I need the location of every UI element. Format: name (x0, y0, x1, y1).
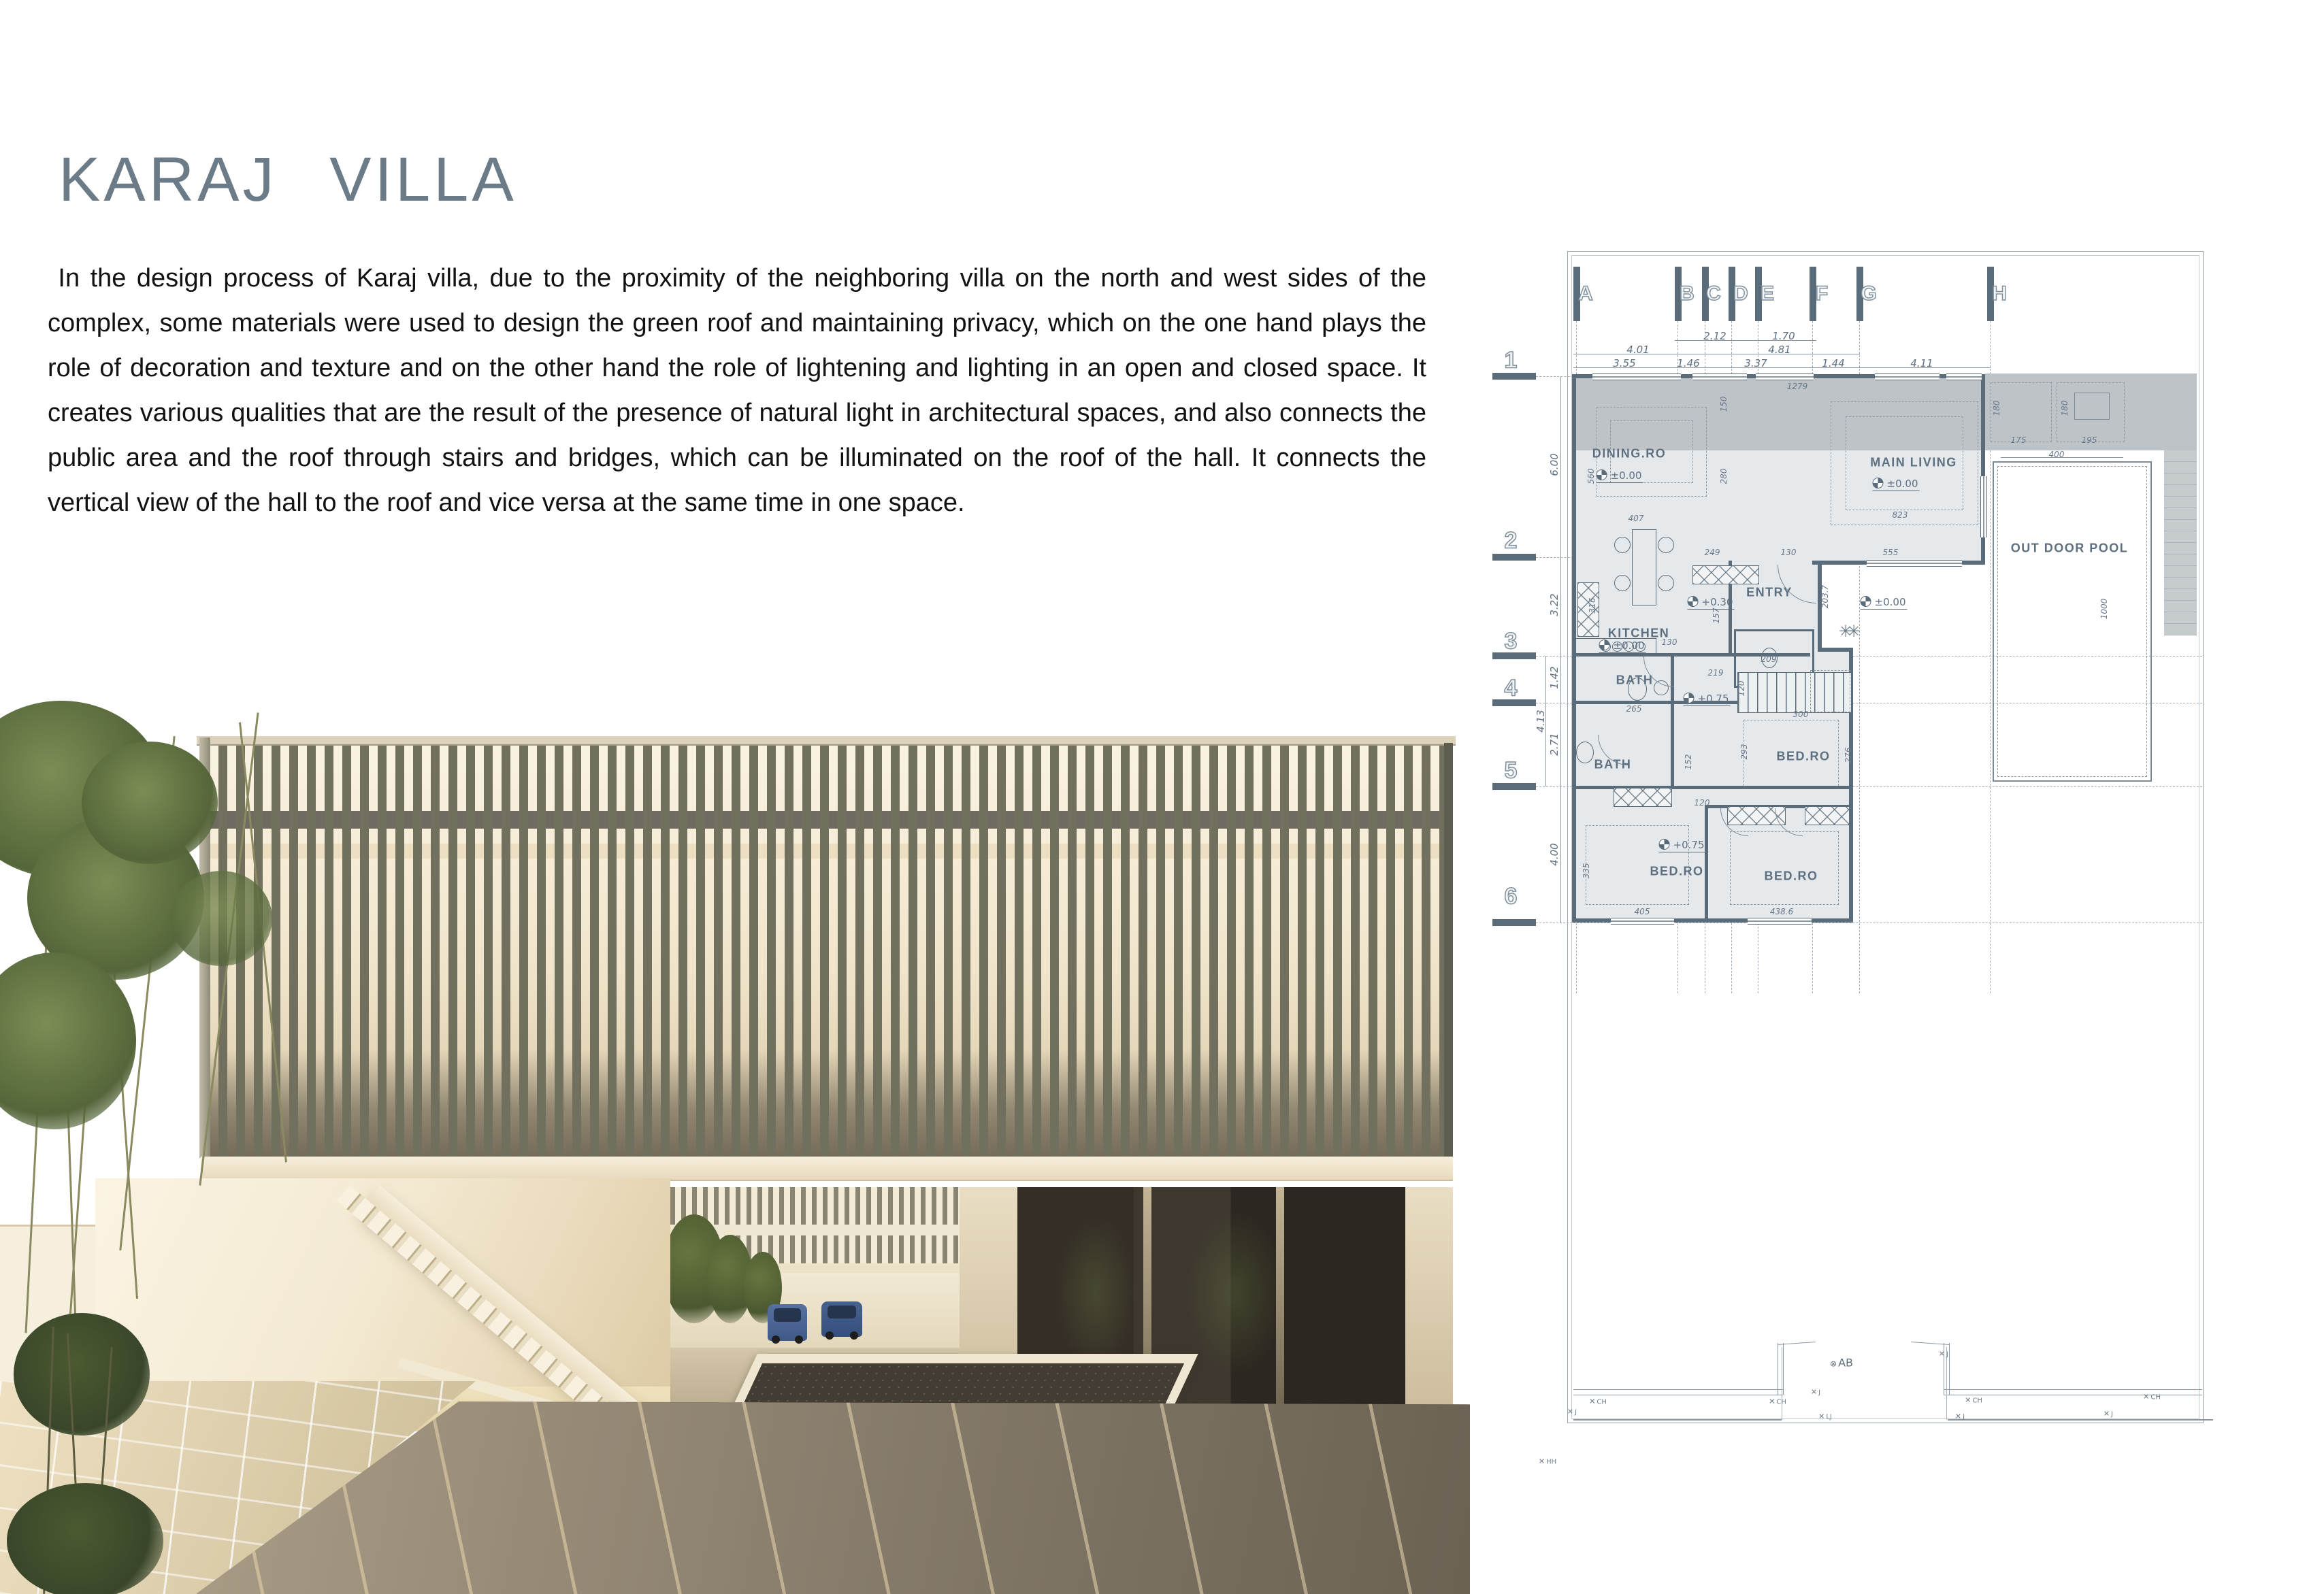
survey-mark: ✕ CH (1769, 1397, 1786, 1406)
dimension-label: 249 (1704, 548, 1720, 557)
page-title: KARAJ VILLA (59, 144, 517, 214)
elevation-marker: ±0.00 (1597, 469, 1643, 483)
dimension-label: 276 (1844, 747, 1853, 763)
room-label: BED.RO (1776, 749, 1831, 763)
dimension-label: 405 (1634, 907, 1650, 916)
dimension-label: 1000 (2099, 598, 2109, 620)
dimension-label: 209 (1761, 654, 1777, 664)
room-label: BATH (1594, 757, 1632, 771)
dimension-label: 1279 (1786, 382, 1808, 391)
dimension-label: 4.81 (1768, 344, 1791, 356)
intro-paragraph: In the design process of Karaj villa, due to the proximity of the neighboring villa on the north and west sides of the complex, some materials were used to design the green roof and maintaining privacy, which on the one hand plays the role of decoration and texture and on the other hand the role of lightening and lighting in an open and closed space. It creates various qualities that are the result of the presence of natural light in architectural spaces, and also connects the public area and the roof through stairs and bridges, which can be illuminated on the roof of the hall. It connects the vertical view of the hall to the roof and vice versa at the same time in one space. (48, 264, 1426, 517)
dimension-label: 1.42 (1548, 666, 1560, 689)
dimension-label: 316 (1588, 597, 1597, 614)
elevation-marker: +0.75 (1684, 693, 1731, 706)
grid-row-label: 5 (1504, 757, 1518, 784)
survey-mark: ✕ CH (2143, 1393, 2161, 1401)
dimension-label: 335 (1582, 863, 1591, 879)
dimension-label: 4.01 (1626, 344, 1650, 356)
grid-column-label: E (1760, 282, 1775, 305)
survey-mark: ✕ CH (1965, 1396, 1982, 1405)
dimension-label: 4.00 (1548, 843, 1560, 866)
room-label: ENTRY (1746, 585, 1793, 599)
dimension-label: 6.00 (1548, 453, 1560, 476)
dimension-label: 120 (1737, 680, 1746, 697)
dimension-label: 2.12 (1703, 330, 1726, 342)
dimension-label: 560 (1586, 468, 1596, 484)
grid-row-label: 3 (1504, 628, 1518, 654)
dimension-label: 180 (1992, 400, 2001, 416)
survey-mark: ✕ CH (1589, 1397, 1607, 1406)
room-label: BATH (1616, 673, 1654, 687)
dimension-label: 2.71 (1548, 733, 1560, 756)
grid-row-label: 6 (1504, 883, 1518, 910)
dimension-label: 203.7 (1820, 584, 1830, 609)
grid-row-label: 2 (1504, 527, 1518, 554)
plant-symbol: ✳✳ (1838, 622, 1856, 641)
survey-mark: ✕ J (1939, 1350, 1948, 1359)
survey-mark: ✕ LJ (1818, 1412, 1832, 1421)
dimension-label: 152 (1684, 754, 1693, 770)
survey-mark: ✕ HH (1539, 1457, 1556, 1466)
dimension-label: 1.46 (1677, 357, 1700, 369)
dimension-label: 4.11 (1910, 357, 1933, 369)
dimension-label: 293 (1739, 744, 1749, 760)
grid-column-label: G (1861, 282, 1877, 305)
survey-mark: ✕ J (1955, 1412, 1965, 1421)
dimension-label: 400 (2048, 450, 2065, 459)
survey-mark: ✕ J (2104, 1410, 2113, 1418)
dimension-label: 130 (1661, 637, 1677, 647)
dimension-label: 407 (1628, 514, 1644, 523)
dimension-label: 1.70 (1772, 330, 1795, 342)
dimension-label: 130 (1780, 548, 1797, 557)
elevation-marker: ±0.00 (1873, 478, 1920, 491)
grid-row-label: 1 (1504, 347, 1518, 373)
elevation-marker: ±0.00 (1599, 640, 1646, 653)
grid-column-label: B (1680, 282, 1695, 305)
grid-column-label: F (1815, 282, 1829, 305)
dimension-label: 3.22 (1548, 593, 1560, 616)
dimension-label: 195 (2081, 435, 2097, 445)
elevation-marker: +0.75 (1659, 839, 1706, 852)
survey-mark: ✕ J (1567, 1408, 1577, 1416)
dimension-label: 4.13 (1535, 710, 1547, 733)
grid-column-label: C (1706, 282, 1721, 305)
room-label: BED.RO (1650, 864, 1704, 878)
elevation-marker: +0.30 (1688, 596, 1735, 610)
dimension-label: 150 (1719, 396, 1729, 412)
room-label: BED.RO (1764, 869, 1818, 883)
dimension-label: 157 (1712, 608, 1721, 624)
room-label: MAIN LIVING (1870, 455, 1957, 469)
grid-row-label: 4 (1504, 675, 1518, 701)
room-label: KITCHEN (1607, 626, 1670, 640)
room-label: DINING.RO (1592, 446, 1667, 461)
grid-column-label: D (1733, 282, 1748, 305)
elevation-marker: ±0.00 (1861, 596, 1908, 610)
grid-column-label: A (1578, 282, 1593, 305)
dimension-label: 555 (1882, 548, 1899, 557)
dimension-label: 219 (1707, 668, 1724, 678)
dimension-label: 180 (2060, 400, 2069, 416)
room-label: OUT DOOR POOL (2010, 541, 2129, 555)
dimension-label: 300 (1793, 710, 1809, 719)
dimension-label: 280 (1719, 468, 1729, 484)
dimension-label: 3.37 (1744, 357, 1767, 369)
dimension-label: 3.55 (1613, 357, 1636, 369)
dimension-label: 823 (1892, 510, 1908, 520)
survey-mark: ⊗ AB (1830, 1357, 1853, 1369)
survey-mark: ✕ J (1811, 1388, 1820, 1397)
dimension-label: 120 (1694, 798, 1710, 808)
dimension-label: 1.44 (1822, 357, 1845, 369)
dimension-label: 175 (2010, 435, 2027, 445)
dimension-label: 438.6 (1769, 907, 1794, 916)
grid-column-label: H (1992, 282, 2007, 305)
dimension-label: 265 (1626, 704, 1642, 714)
